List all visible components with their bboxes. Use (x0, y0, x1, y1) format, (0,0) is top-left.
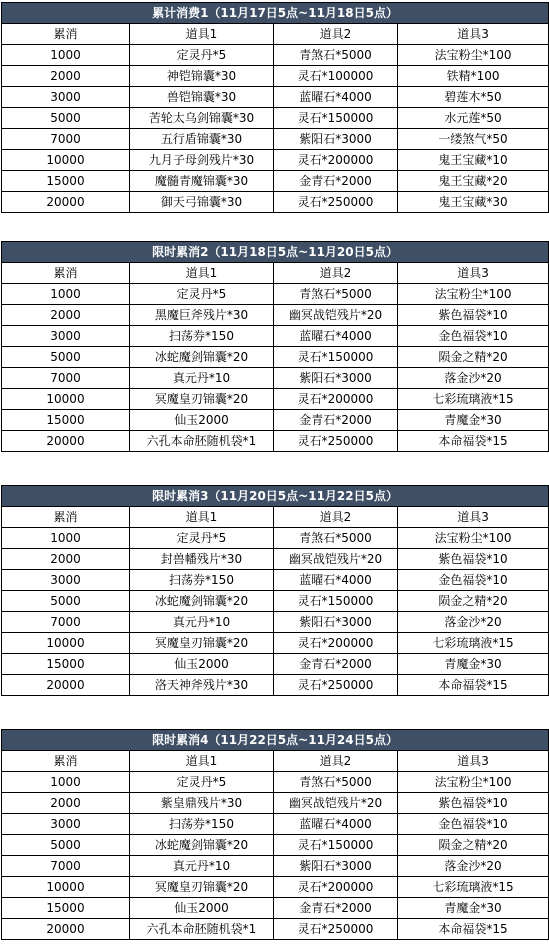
spend-threshold-cell: 20000 (2, 919, 130, 940)
table-row (2, 675, 549, 696)
reward-item-cell: 蓝曜石*4000 (274, 814, 398, 835)
column-header: 道具3 (398, 24, 549, 45)
table-row (2, 284, 549, 305)
spend-threshold-cell: 5000 (2, 591, 130, 612)
event-table-4 (1, 729, 549, 940)
spend-threshold-cell: 15000 (2, 171, 130, 192)
table-row (2, 919, 549, 940)
reward-item-cell: 本命福袋*15 (398, 431, 549, 452)
column-header: 道具1 (130, 751, 274, 772)
table-row (2, 129, 549, 150)
reward-item-cell: 封兽幡残片*30 (130, 549, 274, 570)
reward-item-cell: 紫阳石*3000 (274, 856, 398, 877)
reward-item-cell: 紫阳石*3000 (274, 368, 398, 389)
table-row (2, 305, 549, 326)
table-row (2, 793, 549, 814)
reward-item-cell: 法宝粉尘*100 (398, 772, 549, 793)
reward-item-cell: 冥魔皇刃锦囊*20 (130, 389, 274, 410)
reward-item-cell: 金色福袋*10 (398, 570, 549, 591)
reward-item-cell: 蓝曜石*4000 (274, 326, 398, 347)
table-row (2, 347, 549, 368)
reward-item-cell: 灵石*250000 (274, 919, 398, 940)
reward-item-cell: 法宝粉尘*100 (398, 284, 549, 305)
reward-item-cell: 灵石*200000 (274, 633, 398, 654)
reward-item-cell: 九月子母剑残片*30 (130, 150, 274, 171)
table-row (2, 612, 549, 633)
reward-item-cell: 紫皇鼎残片*30 (130, 793, 274, 814)
table-row (2, 45, 549, 66)
reward-item-cell: 灵石*250000 (274, 192, 398, 213)
spend-threshold-cell: 10000 (2, 150, 130, 171)
reward-item-cell: 紫阳石*3000 (274, 129, 398, 150)
table-row (2, 150, 549, 171)
reward-item-cell: 落金沙*20 (398, 368, 549, 389)
column-header: 累消 (2, 263, 130, 284)
spend-threshold-cell: 3000 (2, 570, 130, 591)
spend-threshold-cell: 15000 (2, 410, 130, 431)
spend-threshold-cell: 20000 (2, 192, 130, 213)
reward-item-cell: 七彩琉璃液*15 (398, 877, 549, 898)
table-row (2, 898, 549, 919)
spend-threshold-cell: 7000 (2, 612, 130, 633)
spend-threshold-cell: 20000 (2, 675, 130, 696)
reward-item-cell: 定灵丹*5 (130, 528, 274, 549)
event-title: 限时累消4（11月22日5点~11月24日5点） (2, 730, 549, 751)
reward-item-cell: 七彩琉璃液*15 (398, 389, 549, 410)
reward-item-cell: 青煞石*5000 (274, 772, 398, 793)
spend-threshold-cell: 3000 (2, 87, 130, 108)
column-header: 累消 (2, 751, 130, 772)
table-row (2, 528, 549, 549)
reward-item-cell: 灵石*200000 (274, 877, 398, 898)
reward-item-cell: 定灵丹*5 (130, 45, 274, 66)
reward-item-cell: 灵石*250000 (274, 431, 398, 452)
reward-item-cell: 蓝曜石*4000 (274, 570, 398, 591)
reward-item-cell: 冰蛇魔剑锦囊*20 (130, 591, 274, 612)
event-title: 限时累消3（11月20日5点~11月22日5点） (2, 486, 549, 507)
spend-threshold-cell: 15000 (2, 654, 130, 675)
reward-item-cell: 灵石*200000 (274, 150, 398, 171)
event-title: 累计消费1（11月17日5点~11月18日5点） (2, 3, 549, 24)
event-table-2 (1, 241, 549, 452)
spend-threshold-cell: 7000 (2, 368, 130, 389)
table-row (2, 171, 549, 192)
reward-item-cell: 兽铠锦囊*30 (130, 87, 274, 108)
reward-item-cell: 紫色福袋*10 (398, 549, 549, 570)
table-row (2, 368, 549, 389)
reward-item-cell: 金青石*2000 (274, 898, 398, 919)
reward-item-cell: 金青石*2000 (274, 410, 398, 431)
reward-item-cell: 洛天神斧残片*30 (130, 675, 274, 696)
spend-threshold-cell: 1000 (2, 284, 130, 305)
table-row (2, 108, 549, 129)
reward-item-cell: 青魔金*30 (398, 654, 549, 675)
spend-threshold-cell: 2000 (2, 793, 130, 814)
reward-item-cell: 七彩琉璃液*15 (398, 633, 549, 654)
column-header: 道具1 (130, 24, 274, 45)
table-row (2, 326, 549, 347)
reward-item-cell: 法宝粉尘*100 (398, 528, 549, 549)
column-header: 道具3 (398, 751, 549, 772)
spend-threshold-cell: 10000 (2, 877, 130, 898)
reward-item-cell: 灵石*100000 (274, 66, 398, 87)
reward-item-cell: 定灵丹*5 (130, 772, 274, 793)
spend-threshold-cell: 15000 (2, 898, 130, 919)
reward-item-cell: 本命福袋*15 (398, 919, 549, 940)
reward-item-cell: 幽冥战铠残片*20 (274, 793, 398, 814)
spend-threshold-cell: 5000 (2, 347, 130, 368)
reward-item-cell: 紫阳石*3000 (274, 612, 398, 633)
reward-item-cell: 真元丹*10 (130, 612, 274, 633)
reward-item-cell: 灵石*150000 (274, 835, 398, 856)
reward-item-cell: 魔髓青魔锦囊*30 (130, 171, 274, 192)
header-row (2, 751, 549, 772)
header-row (2, 263, 549, 284)
reward-item-cell: 扫荡券*150 (130, 814, 274, 835)
reward-item-cell: 灵石*200000 (274, 389, 398, 410)
spend-threshold-cell: 5000 (2, 108, 130, 129)
table-row (2, 877, 549, 898)
spend-threshold-cell: 10000 (2, 633, 130, 654)
reward-item-cell: 冥魔皇刃锦囊*20 (130, 633, 274, 654)
reward-item-cell: 灵石*250000 (274, 675, 398, 696)
table-row (2, 633, 549, 654)
reward-item-cell: 水元莲*50 (398, 108, 549, 129)
table-row (2, 856, 549, 877)
column-header: 道具1 (130, 263, 274, 284)
spend-threshold-cell: 10000 (2, 389, 130, 410)
reward-item-cell: 真元丹*10 (130, 368, 274, 389)
table-row (2, 772, 549, 793)
reward-item-cell: 紫色福袋*10 (398, 305, 549, 326)
spend-threshold-cell: 1000 (2, 45, 130, 66)
table-row (2, 654, 549, 675)
reward-item-cell: 陨金之精*20 (398, 347, 549, 368)
column-header: 道具3 (398, 263, 549, 284)
reward-item-cell: 落金沙*20 (398, 856, 549, 877)
reward-item-cell: 法宝粉尘*100 (398, 45, 549, 66)
spend-threshold-cell: 3000 (2, 326, 130, 347)
event-table-3 (1, 485, 549, 696)
reward-item-cell: 鬼王宝藏*20 (398, 171, 549, 192)
reward-item-cell: 蓝曜石*4000 (274, 87, 398, 108)
reward-item-cell: 鬼王宝藏*10 (398, 150, 549, 171)
reward-item-cell: 扫荡券*150 (130, 570, 274, 591)
reward-item-cell: 金色福袋*10 (398, 814, 549, 835)
reward-item-cell: 青煞石*5000 (274, 284, 398, 305)
reward-item-cell: 灵石*150000 (274, 591, 398, 612)
reward-item-cell: 青煞石*5000 (274, 528, 398, 549)
reward-item-cell: 仙玉2000 (130, 898, 274, 919)
table-row (2, 431, 549, 452)
reward-item-cell: 仙玉2000 (130, 654, 274, 675)
column-header: 道具1 (130, 507, 274, 528)
reward-item-cell: 冰蛇魔剑锦囊*20 (130, 347, 274, 368)
reward-item-cell: 金青石*2000 (274, 171, 398, 192)
reward-item-cell: 铁精*100 (398, 66, 549, 87)
reward-item-cell: 一缕煞气*50 (398, 129, 549, 150)
reward-item-cell: 御天弓锦囊*30 (130, 192, 274, 213)
table-row (2, 570, 549, 591)
table-row (2, 410, 549, 431)
column-header: 道具2 (274, 24, 398, 45)
column-header: 道具2 (274, 507, 398, 528)
spend-threshold-cell: 3000 (2, 814, 130, 835)
event-table-1 (1, 2, 549, 213)
reward-item-cell: 鬼王宝藏*30 (398, 192, 549, 213)
table-row (2, 192, 549, 213)
column-header: 道具2 (274, 751, 398, 772)
reward-item-cell: 陨金之精*20 (398, 835, 549, 856)
column-header: 道具2 (274, 263, 398, 284)
reward-item-cell: 扫荡券*150 (130, 326, 274, 347)
spend-threshold-cell: 1000 (2, 772, 130, 793)
reward-item-cell: 幽冥战铠残片*20 (274, 305, 398, 326)
reward-item-cell: 青煞石*5000 (274, 45, 398, 66)
reward-item-cell: 金色福袋*10 (398, 326, 549, 347)
spend-threshold-cell: 1000 (2, 528, 130, 549)
column-header: 累消 (2, 507, 130, 528)
reward-item-cell: 灵石*150000 (274, 347, 398, 368)
header-row (2, 24, 549, 45)
column-header: 累消 (2, 24, 130, 45)
reward-item-cell: 神铠锦囊*30 (130, 66, 274, 87)
spend-threshold-cell: 5000 (2, 835, 130, 856)
reward-item-cell: 紫色福袋*10 (398, 793, 549, 814)
table-row (2, 87, 549, 108)
reward-item-cell: 陨金之精*20 (398, 591, 549, 612)
reward-item-cell: 定灵丹*5 (130, 284, 274, 305)
reward-item-cell: 仙玉2000 (130, 410, 274, 431)
reward-item-cell: 苦轮太乌剑锦囊*30 (130, 108, 274, 129)
spend-threshold-cell: 2000 (2, 549, 130, 570)
spend-threshold-cell: 7000 (2, 856, 130, 877)
header-row (2, 507, 549, 528)
spend-threshold-cell: 20000 (2, 431, 130, 452)
table-row (2, 591, 549, 612)
spend-threshold-cell: 7000 (2, 129, 130, 150)
table-row (2, 549, 549, 570)
reward-item-cell: 青魔金*30 (398, 898, 549, 919)
reward-item-cell: 落金沙*20 (398, 612, 549, 633)
reward-item-cell: 真元丹*10 (130, 856, 274, 877)
table-row (2, 66, 549, 87)
reward-item-cell: 冰蛇魔剑锦囊*20 (130, 835, 274, 856)
spend-threshold-cell: 2000 (2, 66, 130, 87)
reward-item-cell: 冥魔皇刃锦囊*20 (130, 877, 274, 898)
reward-item-cell: 碧莲木*50 (398, 87, 549, 108)
reward-item-cell: 金青石*2000 (274, 654, 398, 675)
reward-item-cell: 六孔本命胚随机袋*1 (130, 919, 274, 940)
reward-item-cell: 黑魔巨斧残片*30 (130, 305, 274, 326)
reward-item-cell: 幽冥战铠残片*20 (274, 549, 398, 570)
event-title: 限时累消2（11月18日5点~11月20日5点） (2, 242, 549, 263)
table-row (2, 814, 549, 835)
table-row (2, 389, 549, 410)
reward-item-cell: 灵石*150000 (274, 108, 398, 129)
reward-item-cell: 本命福袋*15 (398, 675, 549, 696)
spend-threshold-cell: 2000 (2, 305, 130, 326)
reward-item-cell: 青魔金*30 (398, 410, 549, 431)
reward-item-cell: 五行盾锦囊*30 (130, 129, 274, 150)
reward-item-cell: 六孔本命胚随机袋*1 (130, 431, 274, 452)
column-header: 道具3 (398, 507, 549, 528)
table-row (2, 835, 549, 856)
